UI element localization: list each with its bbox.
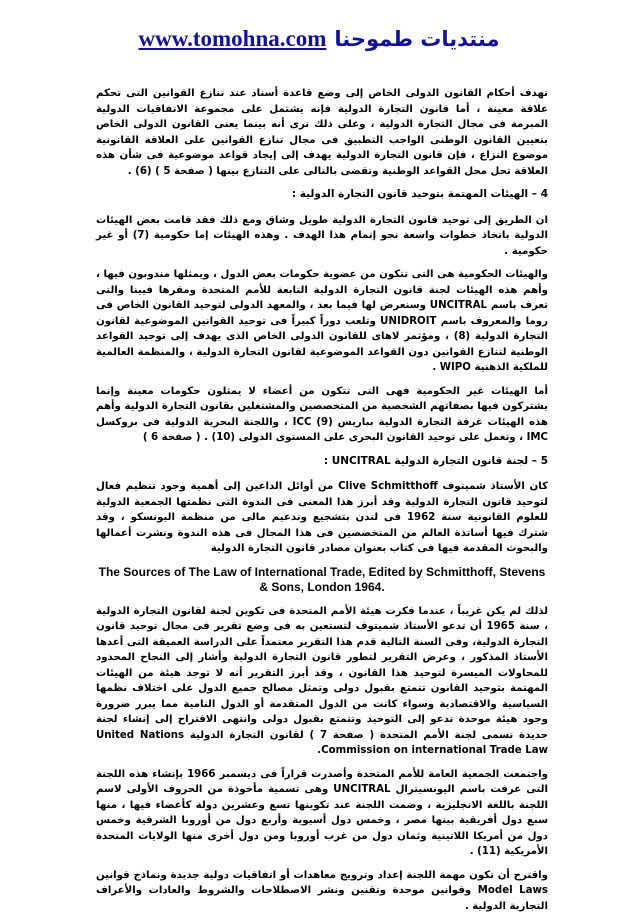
paragraph-general-assembly: واجتمعت الجمعية العامة للأمم المتحدة وأصدرت قراراً فى ديسمبر 1966 بإنشاء هذه اللجنة التى عرفت باسم اليونسيترال UNCITRAL وهى تسمية مأخوذة من الحروف الأولى لاسم اللجنة باللغة الانجليزية ، وضمت اللجنة عند تكوينها تسع وعشرين دولة كأعضاء فيها ، منها سبع دول أفريقية بينها مصر ، وخمس دول أسيوية وأربع دول من أوروبا الشرقية وخمس دول من أمريكا اللاتينية وثمان دول من غرب أوروبا ومن دول أخرى منها الولايات المتحدة الأمريكية (11) . — [96, 768, 548, 857]
section-heading-5: 5 – لجنة قانون التجارة الدولية UNCITRAL : — [323, 454, 548, 467]
paragraph-schmitthoff: كان الأستاذ شميتوف Clive Schmitthoff من أوائل الداعين إلى أهمية وجود تنظيم فعال لتوحيد قانون التجارة الدولية وقد أبرز هذا المعنى فى الندوة التى نظمتها الجمعية الدولية للعلوم القانونية سنة 1962 فى لندن بتشجيع وتدعيم مالى من منظمة اليونسكو ، وقد شترك فيها أساتذة العالم من المتخصصين فى هذا المجال فى هذه الندوة ونشرت أعمالها والبحوث المقدمة فيها فى كتاب بعنوان مصادر قانون التجارة الدولية — [96, 481, 549, 554]
section-heading-4: 4 – الهيئات المهتمة بتوحيد قانون التجارة الدولية : — [291, 188, 548, 200]
paragraph-governmental-bodies: والهيئات الحكومية هى التى تتكون من عضوية حكومات بعض الدول ، ويمثلها مندوبون فيها ، وأهم هذه الهيئات لجنة قانون التجارة الدولية التابعة للأمم المتحدة ومقرها فيينا والتى تعرف باسم UNCITRAL وسنعرض لها فيما بعد ، والمعهد الدولى لتوحيد القانون الخاص فى روما والمعروف باسم UNIDROIT وتلعب دوراً كبيراً فى توحيد القوانين الموضوعية لقانون التجارة الدولية (8) ، ومؤتمر لاهاى للقانون الدولى الخاص الذى يهدف إلى توحيد القواعد الوطنية لتنازع القوانين دون القواعد الموضوعية لقانون التجارة الدولية ، والمنظمة العالمية للملكية الذهنية WIPO . — [96, 269, 548, 373]
paragraph-nongovernmental-bodies: أما الهيئات غير الحكومية فهى التى تتكون من أعضاء لا يمثلون حكومات معينة وإنما يشتركون فيها بصفاتهم الشخصية من المتخصصين والمشتغلين بقانون التجارة الدولية وأهم هذه الهيئات غرفة التجارة الدولية بباريس ICC (9) ، واللجنة البحرية الدولية فى بروكسل IMC ، وتعمل على توحيد القانون البحرى على المستوى الدولى (10) . ( صفحة 6 ) — [96, 385, 548, 443]
paragraph-mandate: واقترح أن تكون مهمة اللجنة إعداد وترويج معاهدات أو اتفاقيات دولية جديدة ونماذج قوانين Model Laws وقوانين موحدة وتقنين ونشر الاصطلاحات والشروط والعادات والأعراف التجارية الدولية . — [96, 869, 548, 912]
paragraph-un-commission: لذلك لم يكن غريباً ، عندما فكرت هيئة الأمم المتحدة فى تكوين لجنة لقانون التجارة الدولية ، سنة 1965 أن تدعو الأستاذ شميتوف لتستعين به فى وضع تقرير فى مجال توحيد قانون التجارة الدولية، وفى السنة التالية قدم هذا التقرير معتمداً على الدراسة العميقة التى أعدها الأستاذ المذكور ، وعرض التقرير لتطور قانون التجارة الدولية وأشار إلى النجاح المحدود للمحاولات الميسرة لتوحيد هذا القانون ، وقد أبرز التقرير أنه لا توجد هيئة من الهيئات المهتمة بتوحيد القانون تتمتع بقبول دولى وتمثل مصالح جميع الدول على اختلاف نظمها السياسية والاقتصادية وسواء كانت من الدول المتقدمة أو الدول النامية مما يبرر ضرورة وجود هيئة موحدة تدعو إلى التوحيد وتتمتع بقبول دولى وانتهى الاقتراح إلى إنشاء لجنة جديدة تسمى لجنة الأمم المتحدة ( صفحة 7 ) لقانون التجارة الدولية United Nations Commission on international Trade Law. — [96, 605, 549, 756]
book-title: The Sources of The Law of International Trade, Edited by Schmitthoff, Stevens & Sons, London 1964. — [98, 564, 546, 594]
paragraph-intro: تهدف أحكام القانون الدولى الخاص إلى وضع قاعدة أسناد عند تنازع القوانين التى تحكم علاقة معينة ، أما قانون التجارة الدولية فإنه يشتمل على مجموعة الاتفاقيات الدولية المبرمة فى مجال التجارة الدولية ، وعلى ذلك نرى أنه بينما يعنى القانون الدولى الخاص بتعيين القانون الوطنى الواجب التطبيق فى مجال تنازع القوانين على العلاقة القانونية موضوع النزاع ، فإن قانون التجارة الدولية يهدف إلى إيجاد قواعد موضوعية فى شأن هذه العلاقة تحل محل القواعد الوطنية وتقضى بالتالى على التنازع بينها ( صفحة 5 ) (6) . — [96, 88, 548, 177]
site-header — [0, 26, 638, 52]
paragraph-unification-path: ان الطريق إلى توحيد قانون التجارة الدولية طويل وشاق ومع ذلك فقد قامت بعض الهيئات الدولية باتخاذ خطوات واسعة نحو إتمام هذا الهدف . وهذه الهيئات إما حكومية (7) أو غير حكومية . — [96, 214, 548, 257]
document-body — [96, 86, 548, 922]
site-url-link[interactable]: www.tomohna.com — [138, 26, 327, 51]
site-name: منتديات طموحنا — [334, 27, 500, 51]
